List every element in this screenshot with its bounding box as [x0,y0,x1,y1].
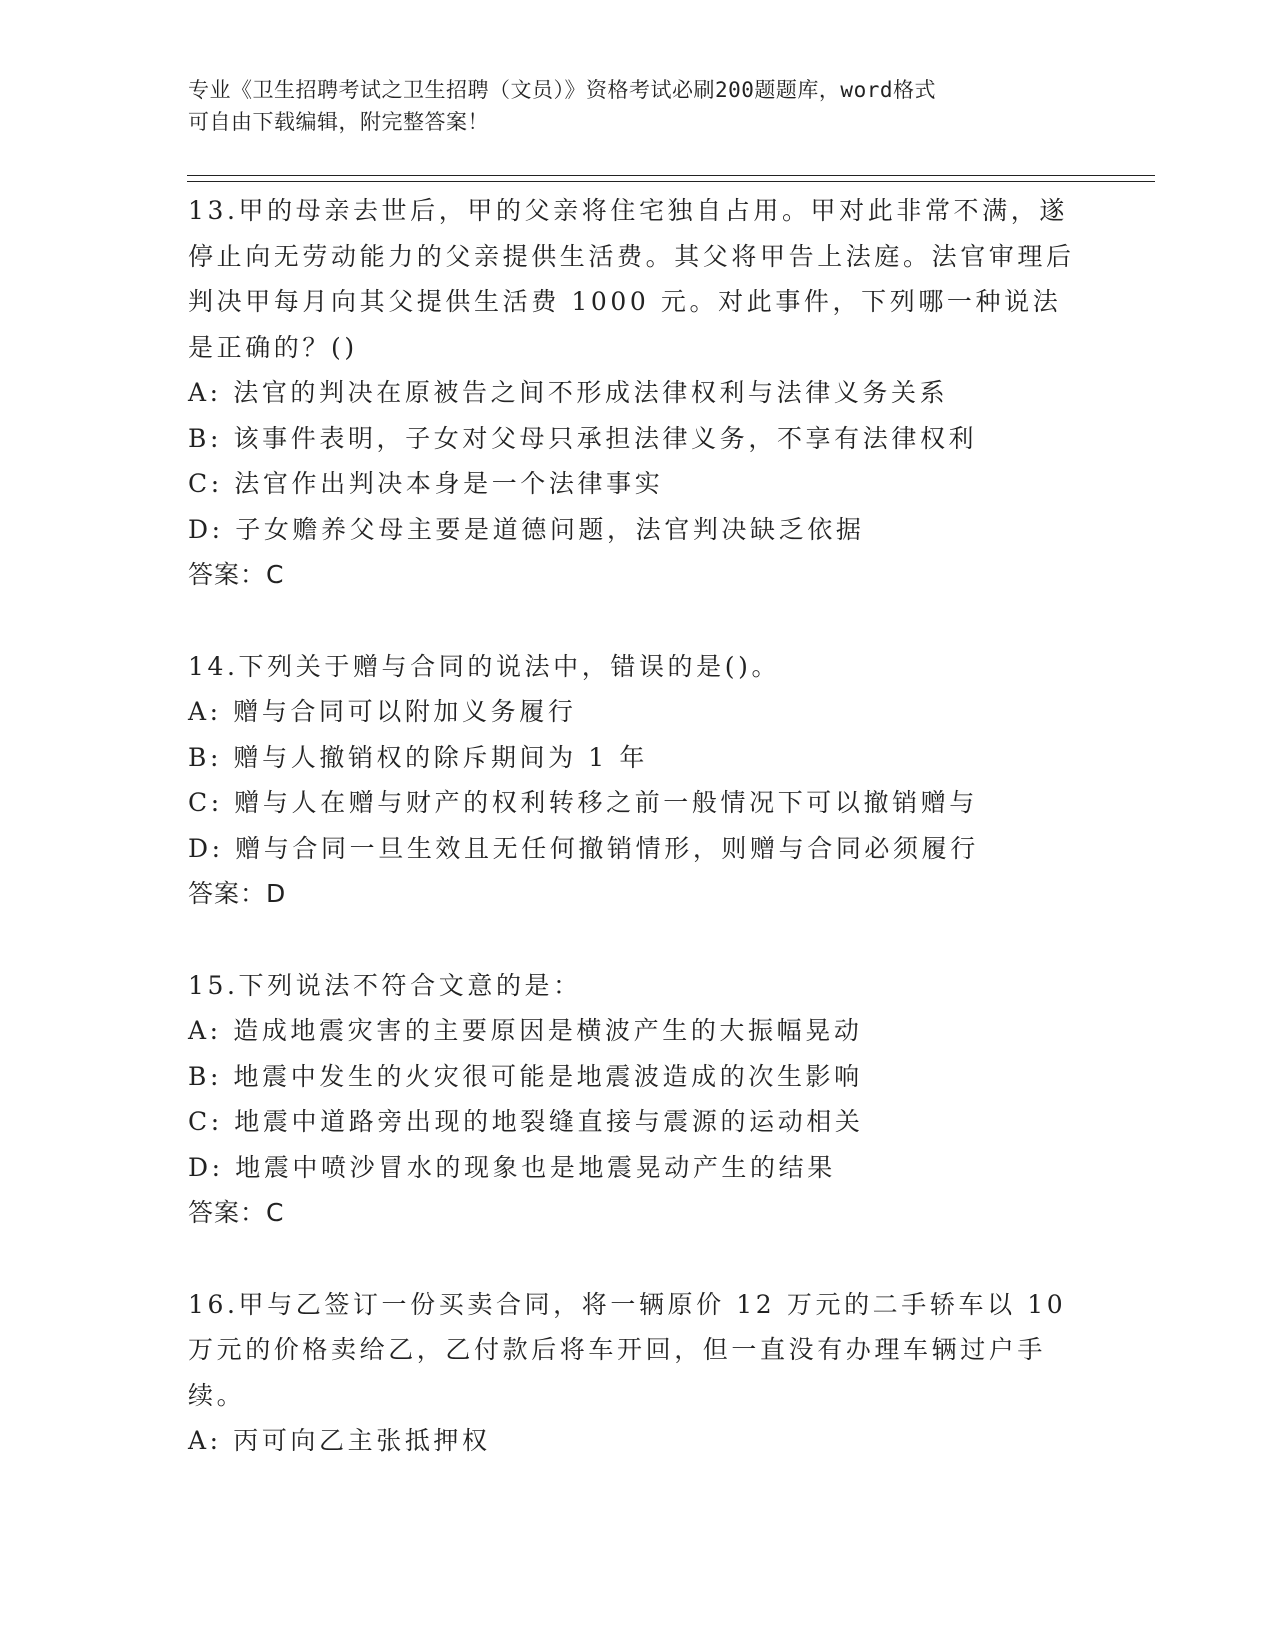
option-c: C: 地震中道路旁出现的地裂缝直接与震源的运动相关 [188,1107,864,1136]
option-b: B: 赠与人撤销权的除斥期间为 1 年 [188,742,648,772]
option-c: C: 赠与人在赠与财产的权利转移之前一般情况下可以撤销赠与 [188,788,978,817]
option-b: B: 该事件表明，子女对父母只承担法律义务，不享有法律权利 [188,423,978,453]
question-list [188,188,1078,1510]
question-14 [188,644,1078,917]
option-a: A: 造成地震灾害的主要原因是横波产生的大振幅晃动 [188,1016,863,1045]
option-a: A: 法官的判决在原被告之间不形成法律权利与法律义务关系 [188,378,949,407]
option-b: B: 地震中发生的火灾很可能是地震波造成的次生影响 [188,1061,863,1091]
header-divider-bottom [187,181,1155,182]
question-13 [188,188,1078,598]
answer-line: 答案：C [188,1198,285,1227]
question-15 [188,963,1078,1236]
option-c: C: 法官作出判决本身是一个法律事实 [188,469,664,498]
document-header [188,74,1068,138]
option-a: A: 丙可向乙主张抵押权 [188,1426,491,1455]
question-stem: 13.甲的母亲去世后，甲的父亲将住宅独自占用。甲对此非常不满，遂停止向无劳动能力的父亲提供生活费。其父将甲告上法庭。法官审理后判决甲每月向其父提供生活费 1000 元。对此事件，下列哪一种说法是正确的？() [188,196,1075,362]
question-stem: 14.下列关于赠与合同的说法中，错误的是()。 [188,651,781,681]
header-title-line-1: 专业《卫生招聘考试之卫生招聘（文员）》资格考试必刷200题题库，word格式 [188,78,936,102]
answer-line: 答案：D [188,879,287,908]
option-d: D: 子女赡养父母主要是道德问题，法官判决缺乏依据 [188,514,865,544]
header-divider-top [187,175,1155,176]
header-title-line-2: 可自由下载编辑，附完整答案！ [188,110,489,134]
answer-line: 答案：C [188,560,285,589]
question-stem: 16.甲与乙签订一份买卖合同，将一辆原价 12 万元的二手轿车以 10 万元的价格卖给乙，乙付款后将车开回，但一直没有办理车辆过户手续。 [188,1289,1067,1410]
option-a: A: 赠与合同可以附加义务履行 [188,697,577,726]
option-d: D: 赠与合同一旦生效且无任何撤销情形，则赠与合同必须履行 [188,833,979,863]
question-16 [188,1282,1078,1464]
question-stem: 15.下列说法不符合文意的是： [188,970,582,1000]
option-d: D: 地震中喷沙冒水的现象也是地震晃动产生的结果 [188,1152,836,1182]
